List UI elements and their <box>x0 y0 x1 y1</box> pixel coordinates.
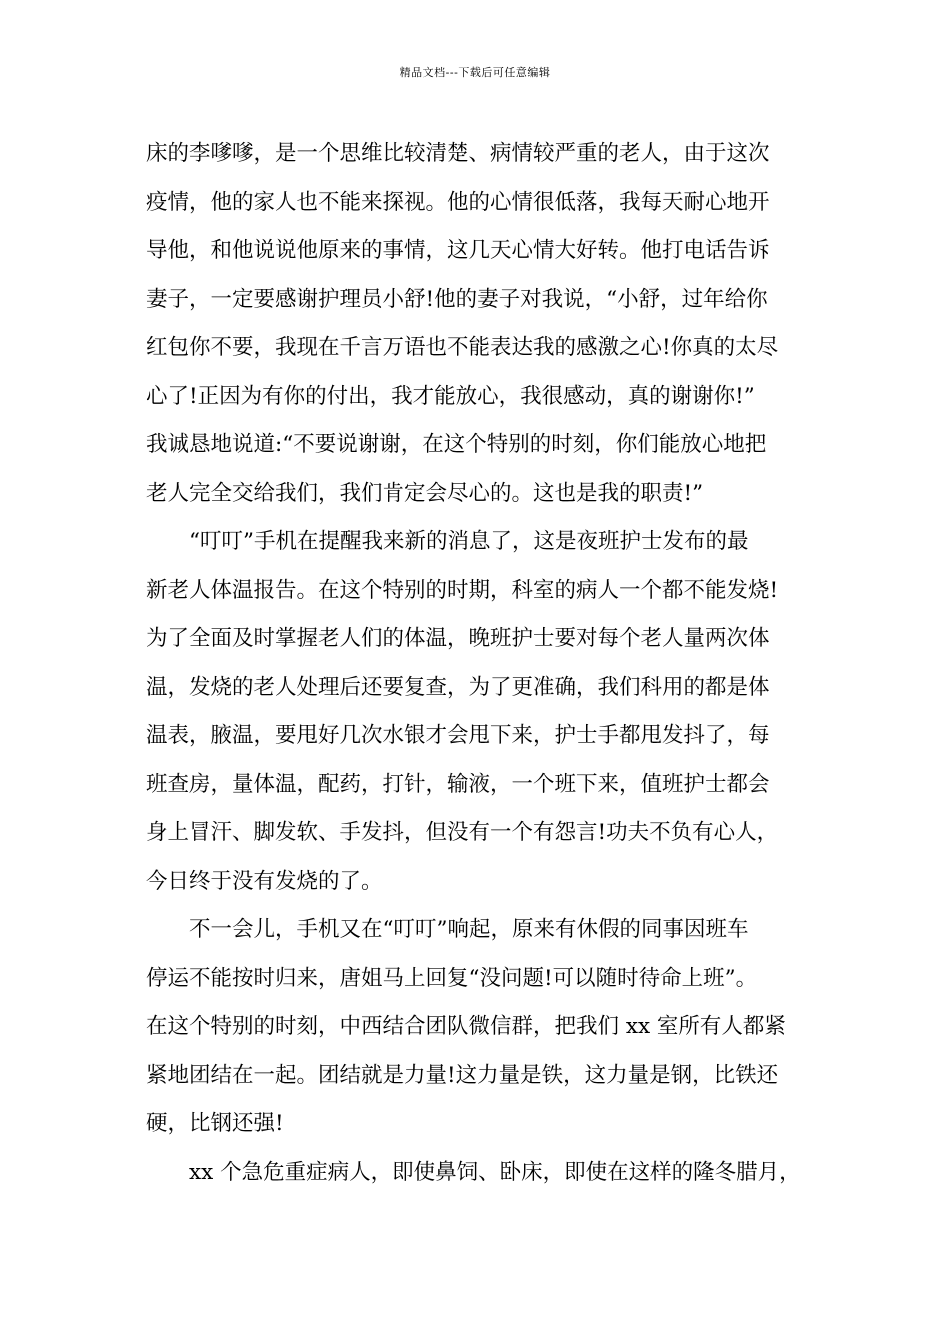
paragraph-2 <box>146 518 808 906</box>
text-line: 疫情，他的家人也不能来探视。他的心情很低落，我每天耐心地开 <box>146 189 770 215</box>
text-line: 我诚恳地说道:“不要说谢谢，在这个特别的时刻，你们能放心地把 <box>146 432 767 457</box>
text-line: 老人完全交给我们，我们肯定会尽心的。这也是我的职责!” <box>146 480 704 506</box>
text-line: 妻子，一定要感谢护理员小舒!他的妻子对我说，“小舒，过年给你 <box>146 286 768 312</box>
text-line: 今日终于没有发烧的了。 <box>146 868 383 894</box>
text-line: xx 个急危重症病人，即使鼻饲、卧床，即使在这样的隆冬腊月， <box>189 1159 801 1185</box>
paragraph-4 <box>146 1149 808 1198</box>
text-line: 温表，腋温，要甩好几次水银才会甩下来，护士手都甩发抖了，每 <box>146 723 770 748</box>
text-line: 硬，比钢还强! <box>146 1111 284 1136</box>
text-line: “叮叮”手机在提醒我来新的消息了，这是夜班护士发布的最 <box>189 529 749 554</box>
text-line: 不一会儿，手机又在“叮叮”响起，原来有休假的同事因班车 <box>189 917 749 942</box>
text-line: 身上冒汗、脚发软、手发抖，但没有一个有怨言!功夫不负有心人， <box>146 820 779 845</box>
document-body <box>146 130 808 1197</box>
text-line: 床的李嗲嗲，是一个思维比较清楚、病情较严重的老人，由于这次 <box>146 141 770 166</box>
text-line: 心了!正因为有你的付出，我才能放心，我很感动，真的谢谢你!” <box>146 383 755 409</box>
text-line: 班查房，量体温，配药，打针，输液，一个班下来，值班护士都会 <box>146 771 770 797</box>
text-line: 为了全面及时掌握老人们的体温，晚班护士要对每个老人量两次体 <box>146 626 770 651</box>
text-line: 导他，和他说说他原来的事情，这几天心情大好转。他打电话告诉 <box>146 238 770 263</box>
text-line: 温，发烧的老人处理后还要复查，为了更准确，我们科用的都是体 <box>146 674 770 700</box>
paragraph-1 <box>146 130 808 518</box>
text-line: 停运不能按时归来，唐姐马上回复“没问题!可以随时待命上班”。 <box>146 965 758 991</box>
paragraph-3 <box>146 906 808 1149</box>
page-header: 精品文档---下载后可任意编辑 <box>399 66 551 79</box>
text-line: 红包你不要，我现在千言万语也不能表达我的感激之心!你真的太尽 <box>146 335 779 360</box>
text-line: 在这个特别的时刻，中西结合团队微信群，把我们 xx 室所有人都紧 <box>146 1014 786 1039</box>
text-line: 新老人体温报告。在这个特别的时期，科室的病人一个都不能发烧! <box>146 577 779 603</box>
text-line: 紧地团结在一起。团结就是力量!这力量是铁，这力量是钢，比铁还 <box>146 1062 779 1088</box>
